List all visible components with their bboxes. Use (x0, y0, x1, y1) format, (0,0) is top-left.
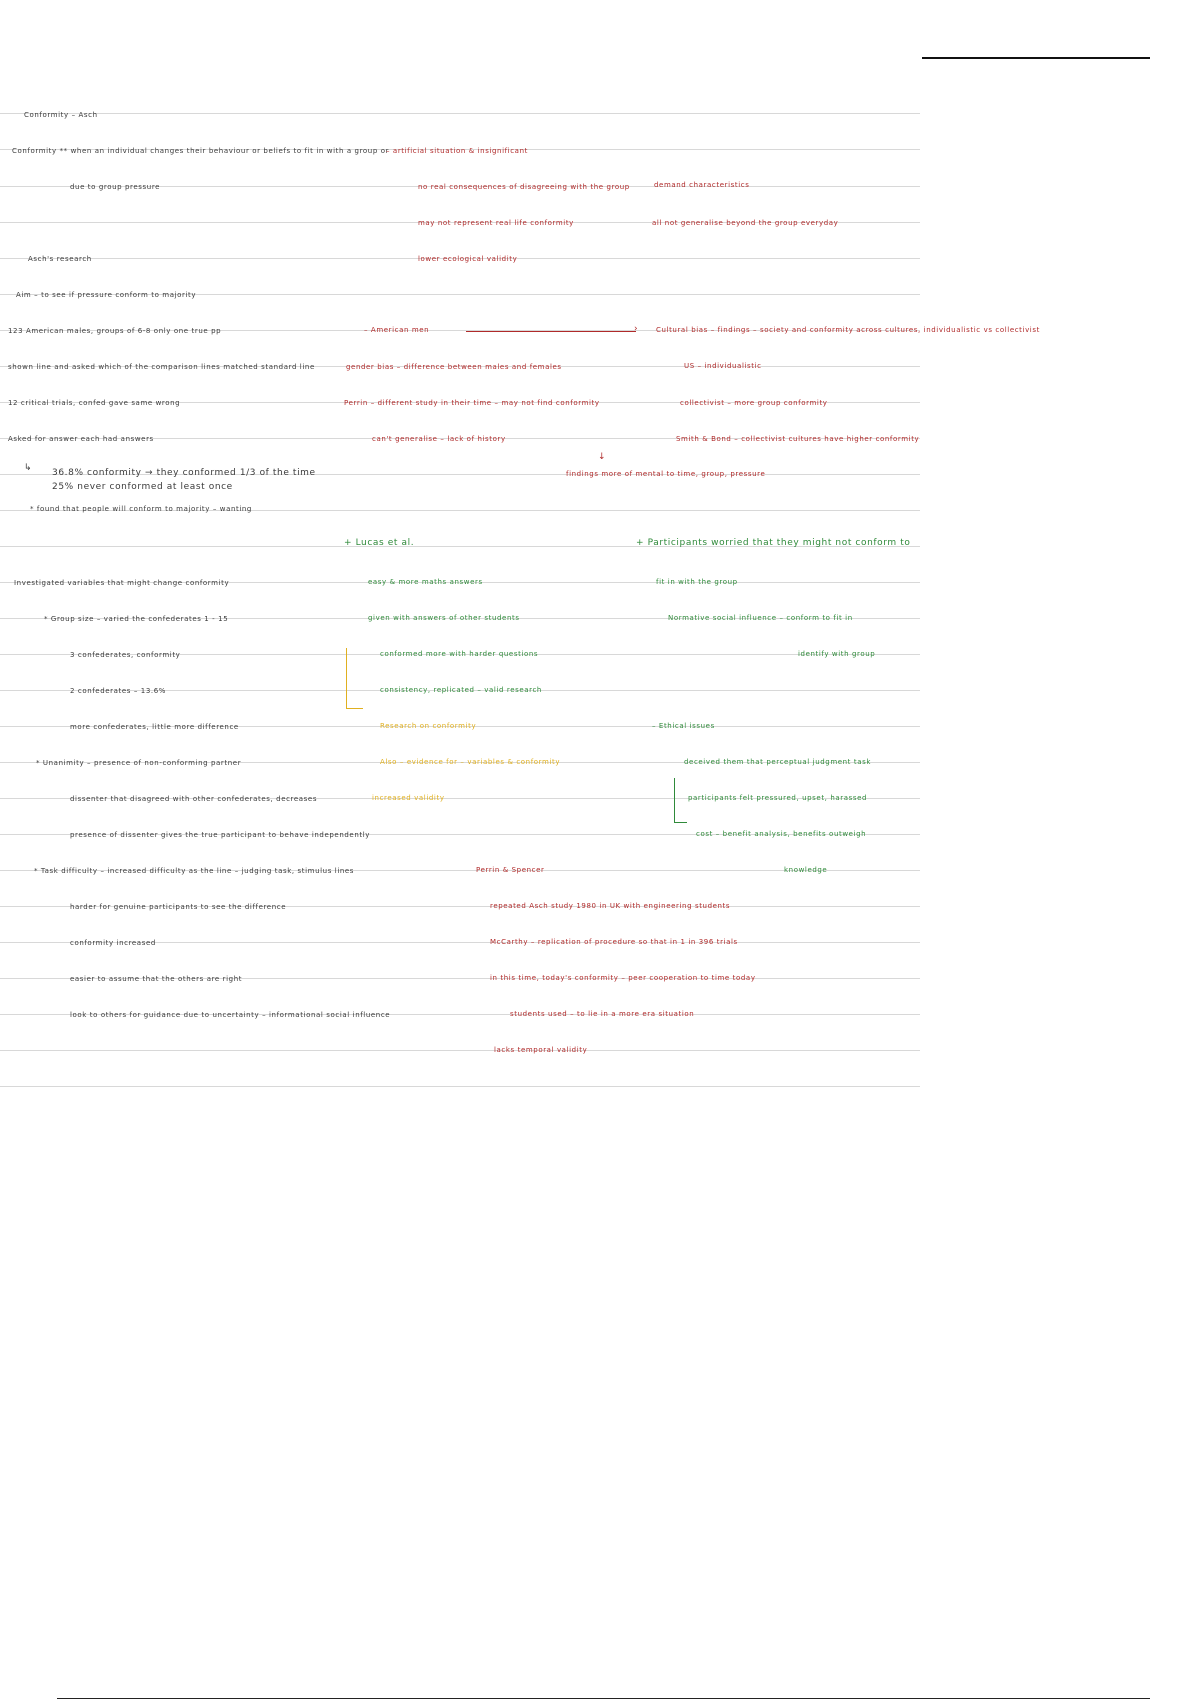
support-detail: consistency, replicated – valid research (380, 686, 542, 694)
evaluation-detail: findings more of mental to time, group, pressure (566, 470, 766, 478)
evaluation-detail: US – individualistic (684, 362, 762, 370)
evaluation-detail: lower ecological validity (418, 255, 518, 263)
evaluation-detail: no real consequences of disagreeing with the group (418, 183, 630, 191)
bracket-icon (674, 778, 687, 823)
variable-detail: presence of dissenter gives the true participant to behave independently (70, 831, 370, 839)
definition-line: Conformity ** when an individual changes their behaviour or beliefs to fit in with a group or (12, 147, 390, 155)
variable-detail: harder for genuine participants to see the difference (70, 903, 287, 911)
evaluation-detail: Perrin – different study in their time – may not find conformity (344, 399, 600, 407)
ethics-heading: – Ethical issues (652, 722, 715, 730)
result-line: 25% never conformed at least once (52, 482, 233, 492)
variable-detail: more confederates, little more difference (70, 723, 239, 731)
support-detail: identify with group (798, 650, 876, 658)
result-line: * found that people will conform to majority – wanting (30, 505, 252, 513)
support-point: + Participants worried that they might not conform to (636, 538, 911, 548)
ruled-line (0, 113, 920, 114)
ethics-detail: knowledge (784, 866, 828, 874)
evaluation-detail: collectivist – more group conformity (680, 399, 828, 407)
ethics-detail: deceived them that perceptual judgment task (684, 758, 871, 766)
replication-detail: McCarthy – replication of procedure so that in 1 in 396 trials (490, 938, 738, 946)
evaluation-detail: all not generalise beyond the group everyday (652, 219, 839, 227)
variable-detail: look to others for guidance due to uncertainty – informational social influence (70, 1011, 391, 1019)
ruled-line (0, 1086, 920, 1087)
footer-rule (57, 1698, 1150, 1699)
support-detail: easy & more maths answers (368, 578, 483, 586)
replication-detail: lacks temporal validity (494, 1046, 588, 1054)
support-detail: Also – evidence for – variables & conformity (380, 758, 561, 766)
variable-line: * Group size – varied the confederates 1 - 15 (44, 615, 229, 623)
aim-line: Aim – to see if pressure conform to majority (16, 291, 197, 299)
variable-detail: dissenter that disagreed with other confederates, decreases (70, 795, 318, 803)
result-line: 36.8% conformity → they conformed 1/3 of the time (52, 468, 316, 478)
ethics-detail: participants felt pressured, upset, harassed (688, 794, 868, 802)
evaluation-detail: demand characteristics (654, 181, 750, 189)
support-detail: given with answers of other students (368, 614, 520, 622)
variable-detail: easier to assume that the others are right (70, 975, 243, 983)
definition-line: due to group pressure (70, 183, 161, 191)
procedure-line: 123 American males, groups of 6-8 only one true pp (8, 327, 222, 335)
procedure-line: Asked for answer each had answers (8, 435, 154, 443)
variable-line: * Unanimity – presence of non-conforming partner (36, 759, 242, 767)
replication-detail: repeated Asch study 1980 in UK with engineering students (490, 902, 731, 910)
support-detail: Normative social influence – conform to fit in (668, 614, 853, 622)
support-detail: Research on conformity (380, 722, 477, 730)
variable-line: * Task difficulty – increased difficulty as the line – judging task, stimulus lines (34, 867, 355, 875)
support-detail: increased validity (372, 794, 445, 802)
evaluation-detail: Cultural bias – findings – society and conformity across cultures, individualistic vs collectivist (656, 326, 1040, 334)
ruled-line (0, 1050, 920, 1051)
arrow-icon: ↳ (24, 463, 32, 473)
evaluation-detail: gender bias – difference between males and females (346, 363, 562, 371)
arrow-down-icon: ↓ (598, 452, 606, 462)
replication-heading: Perrin & Spencer (476, 866, 545, 874)
ethics-detail: cost – benefit analysis, benefits outweigh (696, 830, 867, 838)
evaluation-detail: may not represent real life conformity (418, 219, 574, 227)
procedure-line: shown line and asked which of the comparison lines matched standard line (8, 363, 315, 371)
arrow-line (466, 331, 636, 332)
support-detail: conformed more with harder questions (380, 650, 539, 658)
arrow-head-icon: › (634, 324, 638, 334)
evaluation-detail: can't generalise – lack of history (372, 435, 506, 443)
support-point: + Lucas et al. (344, 538, 415, 548)
notes-title: Conformity – Asch (24, 111, 98, 119)
evaluation-detail: Smith & Bond – collectivist cultures have higher conformity (676, 435, 920, 443)
section-heading: Investigated variables that might change conformity (14, 579, 230, 587)
evaluation-point: – artificial situation & insignificant (386, 147, 528, 155)
bracket-icon (346, 648, 363, 709)
variable-detail: 2 confederates – 13.6% (70, 687, 167, 695)
section-heading: Asch's research (28, 255, 92, 263)
replication-detail: students used – to lie in a more era situation (510, 1010, 695, 1018)
evaluation-point: – American men (364, 326, 430, 334)
replication-detail: in this time, today's conformity – peer cooperation to time today (490, 974, 756, 982)
support-detail: fit in with the group (656, 578, 738, 586)
variable-detail: 3 confederates, conformity (70, 651, 181, 659)
variable-detail: conformity increased (70, 939, 156, 947)
procedure-line: 12 critical trials, confed gave same wrong (8, 399, 181, 407)
header-rule (922, 57, 1150, 59)
